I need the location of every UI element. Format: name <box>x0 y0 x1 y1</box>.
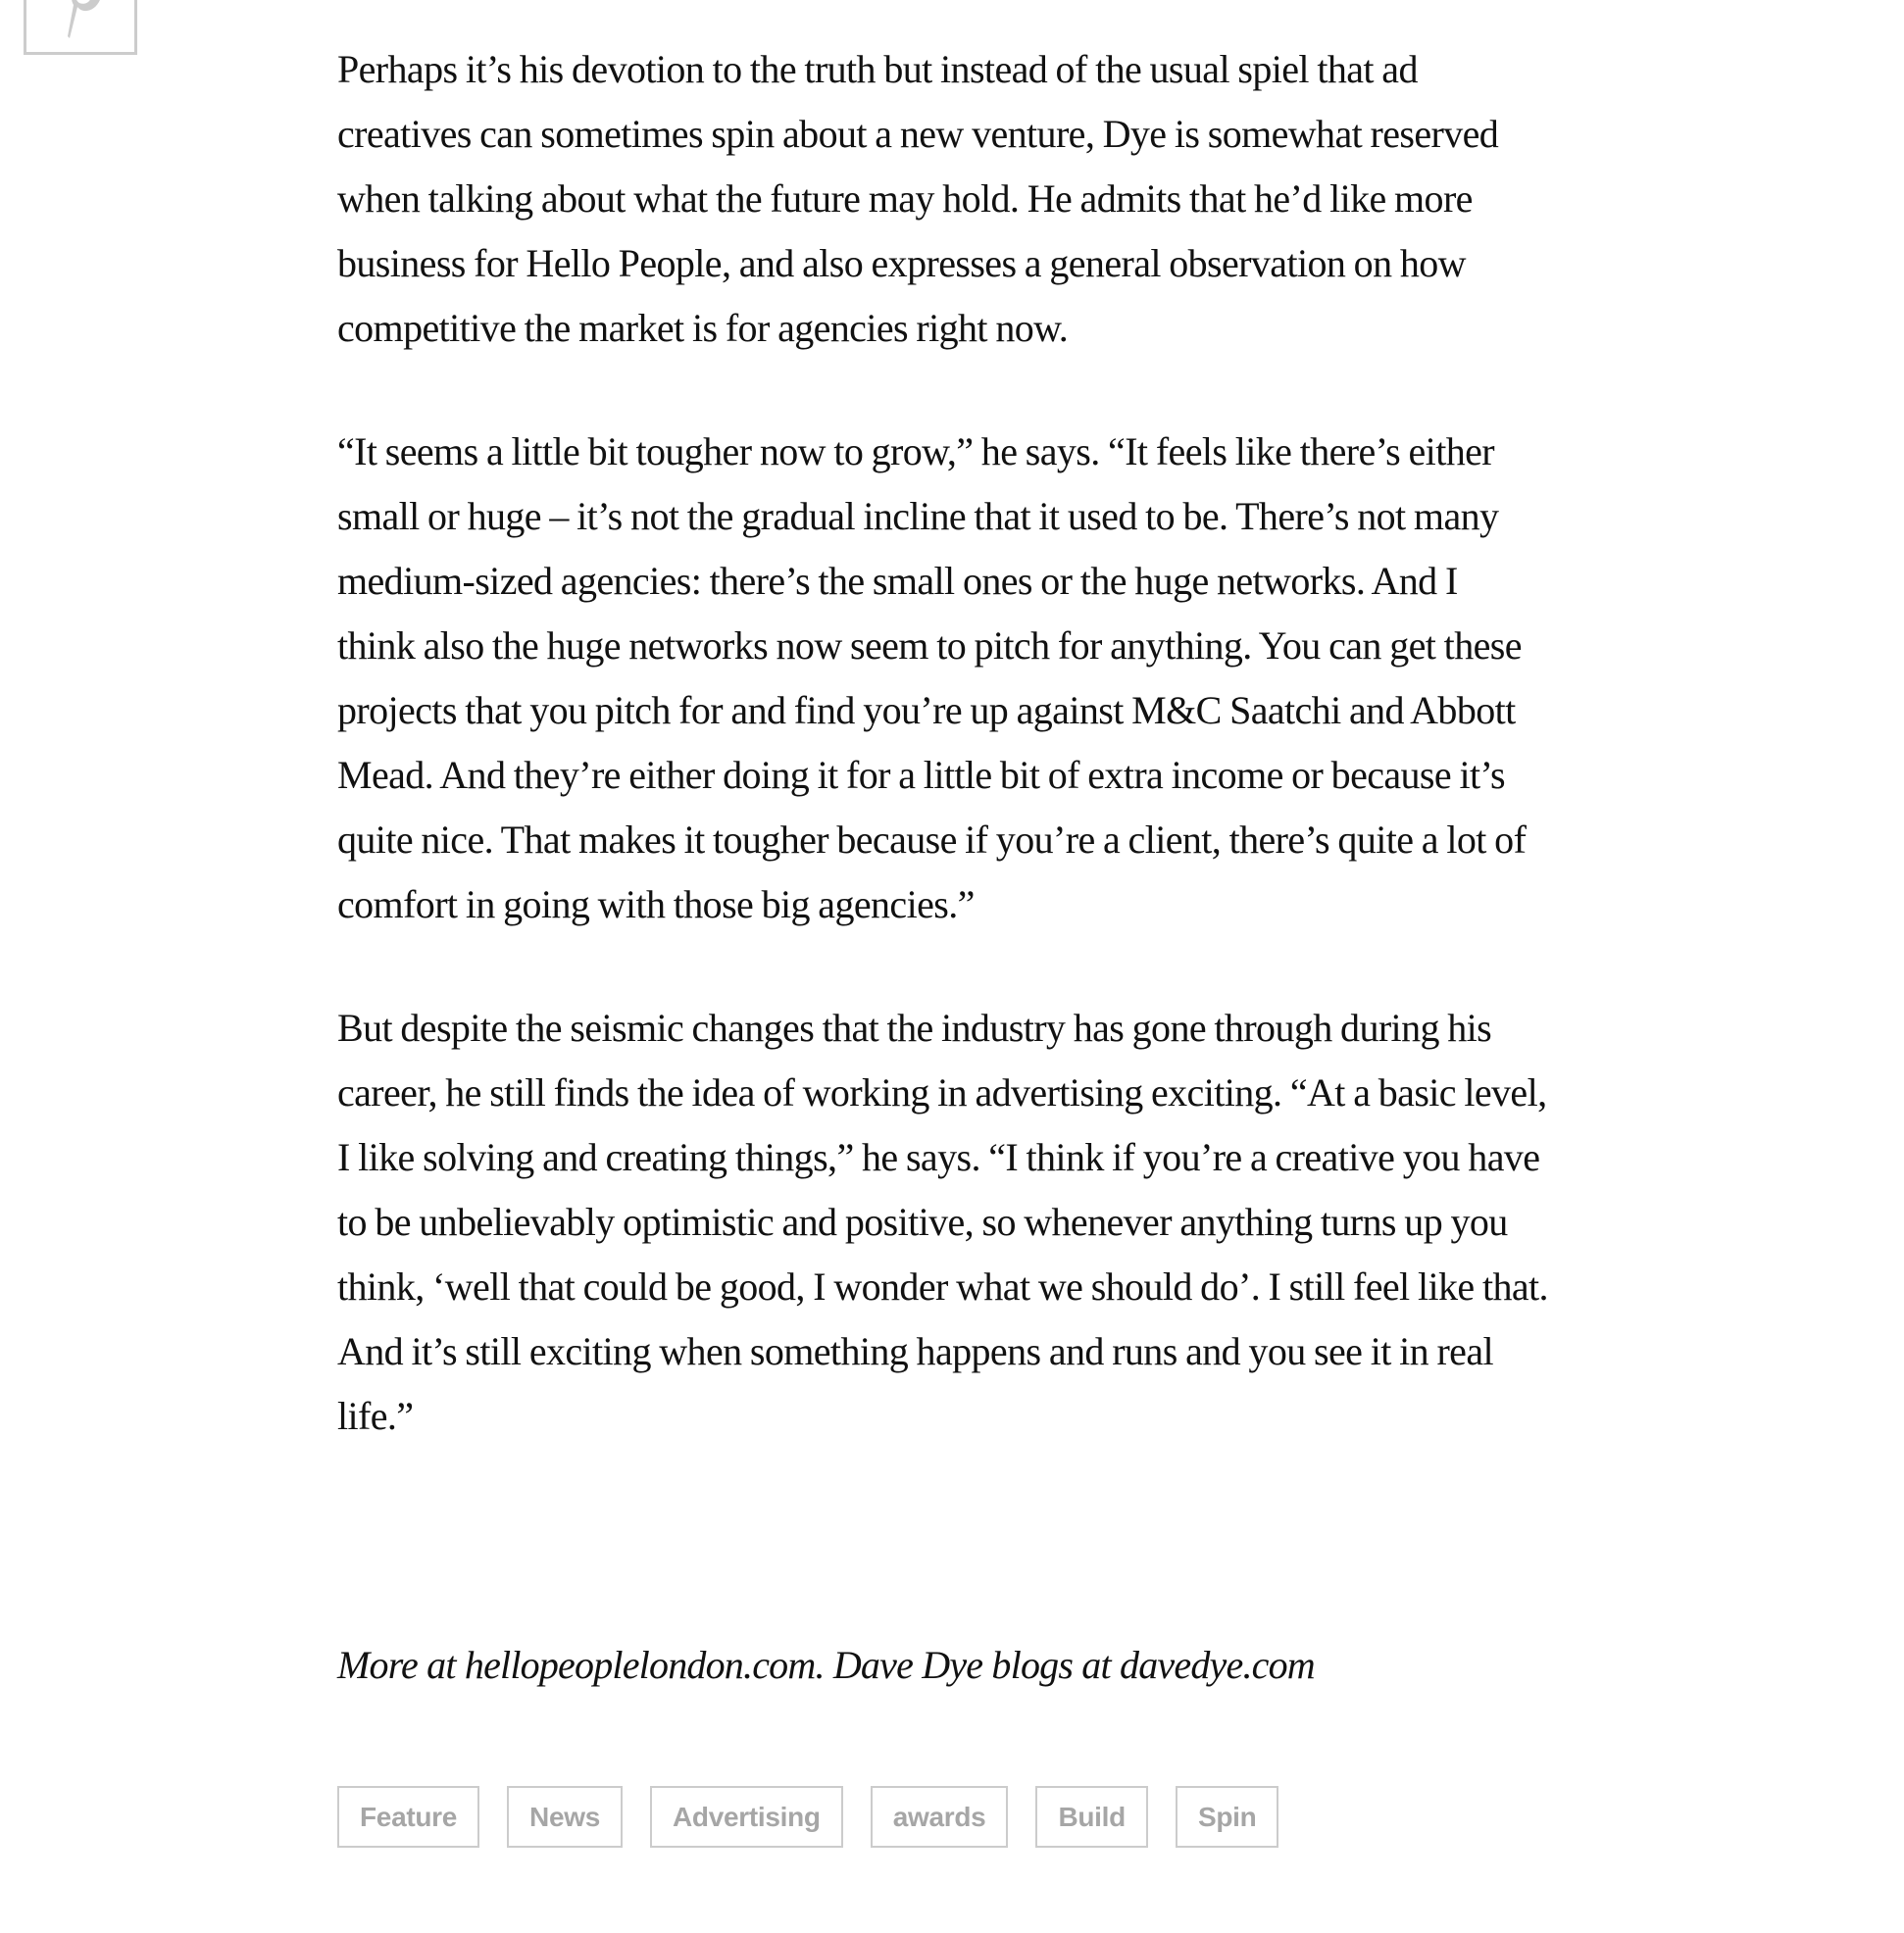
paragraph-1 <box>337 37 1729 361</box>
text-line: projects that you pitch for and find you’re up against M&C Saatchi and Abbott <box>337 688 1516 732</box>
paragraph-2 <box>337 420 1729 937</box>
text-line: comfort in going with those big agencies.” <box>337 882 975 926</box>
text-line: life.” <box>337 1394 414 1438</box>
article-body <box>337 37 1729 1508</box>
text-line: competitive the market is for agencies right now. <box>337 306 1069 350</box>
pinterest-icon <box>60 0 105 46</box>
text-line: career, he still finds the idea of working in advertising exciting. “At a basic level, <box>337 1070 1547 1115</box>
text-line: creatives can sometimes spin about a new venture, Dye is somewhat reserved <box>337 112 1499 156</box>
text-line: And it’s still exciting when something happens and runs and you see it in real <box>337 1329 1493 1373</box>
text-line: to be unbelievably optimistic and positive, so whenever anything turns up you <box>337 1200 1508 1244</box>
tag-feature[interactable]: Feature <box>337 1786 479 1848</box>
tag-list <box>337 1786 1278 1848</box>
tag-build[interactable]: Build <box>1035 1786 1148 1848</box>
tag-spin[interactable]: Spin <box>1176 1786 1278 1848</box>
text-line: think also the huge networks now seem to pitch for anything. You can get these <box>337 623 1522 668</box>
pinterest-share-button[interactable] <box>24 0 137 55</box>
davedye-link[interactable]: davedye.com <box>1120 1643 1315 1687</box>
credit-middle: . Dave Dye blogs at <box>815 1643 1121 1687</box>
text-line: quite nice. That makes it tougher because if you’re a client, there’s quite a lot of <box>337 818 1527 862</box>
text-line: small or huge – it’s not the gradual incline that it used to be. There’s not many <box>337 494 1499 538</box>
text-line: when talking about what the future may hold. He admits that he’d like more <box>337 176 1473 221</box>
text-line: But despite the seismic changes that the industry has gone through during his <box>337 1006 1492 1050</box>
text-line: think, ‘well that could be good, I wonder what we should do’. I still feel like that. <box>337 1264 1548 1309</box>
text-line: “It seems a little bit tougher now to grow,” he says. “It feels like there’s either <box>337 429 1494 473</box>
text-line: I like solving and creating things,” he says. “I think if you’re a creative you have <box>337 1135 1540 1179</box>
text-line: Mead. And they’re either doing it for a little bit of extra income or because it’s <box>337 753 1505 797</box>
text-line: Perhaps it’s his devotion to the truth but instead of the usual spiel that ad <box>337 47 1418 91</box>
paragraph-3 <box>337 996 1729 1449</box>
hellopeople-link[interactable]: hellopeoplelondon.com <box>464 1643 816 1687</box>
tag-awards[interactable]: awards <box>871 1786 1009 1848</box>
credit-prefix: More at <box>337 1643 465 1687</box>
article-credit <box>337 1633 1315 1698</box>
tag-advertising[interactable]: Advertising <box>650 1786 843 1848</box>
tag-news[interactable]: News <box>507 1786 623 1848</box>
text-line: business for Hello People, and also expresses a general observation on how <box>337 241 1466 285</box>
text-line: medium-sized agencies: there’s the small ones or the huge networks. And I <box>337 559 1458 603</box>
